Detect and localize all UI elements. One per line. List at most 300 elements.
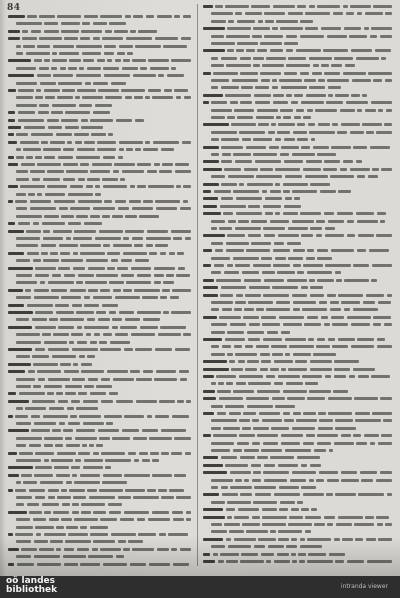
print-word-illegible [81,511,91,514]
print-word-illegible [152,511,169,514]
print-word-illegible [371,375,390,378]
print-word-illegible [99,437,110,440]
print-word-illegible [66,237,71,240]
print-word-illegible [278,375,300,378]
print-word-illegible [98,429,119,432]
print-word-illegible [234,308,242,311]
print-word-illegible [288,57,306,60]
print-word-illegible [221,138,239,141]
print-word-illegible [170,296,179,299]
print-word-illegible [85,82,91,85]
print-word-illegible [35,326,56,329]
print-word-illegible [71,466,80,469]
print-word-illegible [261,79,270,82]
print-word-illegible [330,175,354,178]
print-word-illegible [321,64,329,67]
print-word-illegible [230,471,251,474]
print-word-illegible [80,37,90,40]
print-word-illegible [79,355,85,358]
print-word-illegible [370,146,390,149]
print-word-illegible [70,415,77,418]
print-word-illegible [174,437,191,440]
print-word-illegible [168,533,188,536]
print-word-illegible [137,163,151,166]
entry-name-illegible [8,363,31,366]
print-word-illegible [221,486,228,489]
print-word-illegible [171,452,182,455]
print-word-illegible [315,109,337,112]
print-word-illegible [325,234,344,237]
print-word-illegible [301,234,313,237]
print-word-illegible [376,234,392,237]
print-word-illegible [338,294,363,297]
print-word-illegible [258,20,263,23]
print-word-illegible [343,5,348,8]
print-word-illegible [16,481,21,484]
print-word-illegible [275,257,286,260]
print-word-illegible [75,459,81,462]
print-word-illegible [211,64,224,67]
print-word-illegible [76,429,95,432]
print-word-illegible [211,153,219,156]
print-word-illegible [68,533,88,536]
entry-name-illegible [8,400,29,403]
print-word-illegible [264,479,287,482]
print-word-illegible [15,415,28,418]
print-word-illegible [236,212,262,215]
print-word-illegible [125,318,140,321]
print-word-illegible [313,64,319,67]
print-word-illegible [239,434,255,437]
print-word-illegible [185,237,191,240]
print-word-illegible [226,64,251,67]
print-word-illegible [300,72,309,75]
print-word-illegible [276,20,298,23]
print-word-illegible [155,415,169,418]
print-word-illegible [235,479,242,482]
print-word-illegible [370,35,377,38]
print-word-illegible [310,360,332,363]
print-word-illegible [58,156,73,159]
print-word-illegible [239,375,263,378]
print-word-illegible [287,397,305,400]
print-word-illegible [211,545,225,548]
print-word-illegible [64,37,78,40]
print-word-illegible [257,109,278,112]
print-word-illegible [97,141,116,144]
print-word-illegible [149,437,172,440]
print-word-illegible [262,190,267,193]
print-word-illegible [224,523,240,526]
print-word-illegible [309,279,315,282]
print-word-illegible [132,207,153,210]
print-word-illegible [240,101,252,104]
print-word-illegible [238,360,245,363]
print-word-illegible [81,363,92,366]
print-word-illegible [16,193,26,196]
print-word-illegible [40,281,45,284]
print-word-illegible [284,160,303,163]
print-word-illegible [59,244,78,247]
print-word-illegible [32,178,40,181]
print-word-illegible [360,471,377,474]
print-word-illegible [122,67,138,70]
print-word-illegible [16,503,24,506]
print-word-illegible [301,146,310,149]
print-word-illegible [125,15,131,18]
print-word-illegible [301,464,307,467]
print-word-illegible [39,15,55,18]
print-word-illegible [93,540,115,543]
print-word-illegible [126,281,151,284]
print-word-illegible [16,148,21,151]
entry-name-illegible [203,338,222,341]
print-word-illegible [185,452,191,455]
print-word-illegible [43,259,59,262]
print-word-illegible [323,49,348,52]
print-word-illegible [94,333,100,336]
print-word-illegible [303,116,311,119]
print-word-illegible [63,555,86,558]
print-word-illegible [28,370,35,373]
print-word-illegible [118,207,129,210]
print-word-illegible [284,138,295,141]
print-word-illegible [76,407,98,410]
entry-name-illegible [203,538,223,541]
print-word-illegible [300,20,313,23]
print-word-illegible [293,249,305,252]
print-word-illegible [66,481,72,484]
print-word-illegible [96,311,106,314]
print-word-illegible [37,74,51,77]
print-word-illegible [335,419,353,422]
print-word-illegible [385,12,392,15]
entry-name-illegible [203,316,217,319]
print-word-illegible [341,301,360,304]
print-word-illegible [116,400,133,403]
print-word-illegible [90,341,97,344]
print-word-illegible [211,175,225,178]
print-word-illegible [72,474,77,477]
print-word-illegible [109,311,116,314]
print-word-illegible [90,526,108,529]
print-word-illegible [79,104,92,107]
print-word-illegible [253,27,270,30]
print-word-illegible [336,523,352,526]
print-word-illegible [148,518,170,521]
print-word-illegible [274,493,300,496]
print-word-illegible [167,74,184,77]
print-word-illegible [240,560,264,563]
print-word-illegible [314,449,326,452]
print-word-illegible [238,508,259,511]
print-word-illegible [335,271,341,274]
print-word-illegible [131,333,155,336]
print-word-illegible [326,101,343,104]
print-word-illegible [268,131,275,134]
print-word-illegible [367,560,392,563]
print-word-illegible [125,489,145,492]
print-word-illegible [96,444,103,447]
print-word-illegible [283,390,307,393]
print-word-illegible [54,200,75,203]
print-word-illegible [96,385,112,388]
print-word-illegible [350,131,364,134]
print-word-illegible [92,548,98,551]
print-word-illegible [303,412,316,415]
print-word-illegible [288,227,308,230]
print-word-illegible [81,370,104,373]
print-word-illegible [67,141,72,144]
print-word-illegible [284,419,294,422]
print-word-illegible [103,156,115,159]
print-word-illegible [174,89,188,92]
print-word-illegible [349,35,367,38]
print-word-illegible [239,131,265,134]
print-word-illegible [16,341,41,344]
print-word-illegible [248,234,261,237]
print-word-illegible [211,523,222,526]
print-word-illegible [137,518,145,521]
print-word-illegible [65,392,76,395]
print-word-illegible [226,538,231,541]
print-word-illegible [183,200,188,203]
print-word-illegible [71,400,80,403]
print-word-illegible [285,449,311,452]
print-word-illegible [80,474,100,477]
print-word-illegible [351,345,374,348]
print-word-illegible [127,52,133,55]
print-word-illegible [30,207,56,210]
entry-name-illegible [203,508,223,511]
print-word-illegible [314,523,325,526]
print-word-illegible [35,96,43,99]
print-word-illegible [278,538,289,541]
print-word-illegible [251,242,271,245]
print-word-illegible [240,493,252,496]
print-word-illegible [226,560,238,563]
print-word-illegible [155,37,178,40]
print-word-illegible [112,318,122,321]
print-word-illegible [385,79,392,82]
print-word-illegible [34,555,60,558]
print-word-illegible [186,400,191,403]
print-word-illegible [297,123,305,126]
print-word-illegible [217,390,231,393]
print-word-illegible [58,326,74,329]
print-word-illegible [262,419,282,422]
print-word-illegible [163,281,174,284]
entry-name-illegible [203,160,219,163]
print-word-illegible [64,563,78,566]
print-word-illegible [84,15,98,18]
print-word-illegible [294,197,300,200]
print-word-illegible [16,104,37,107]
print-word-illegible [137,274,151,277]
print-word-illegible [21,548,37,551]
print-word-illegible [309,390,331,393]
print-word-illegible [85,281,107,284]
print-word-illegible [317,249,328,252]
print-word-illegible [102,481,127,484]
print-word-illegible [176,496,191,499]
print-word-illegible [104,45,116,48]
print-word-illegible [344,279,369,282]
print-word-illegible [245,368,257,371]
print-word-illegible [262,508,277,511]
print-word-illegible [16,170,28,173]
print-word-illegible [272,353,283,356]
entry-name-illegible [8,126,21,129]
print-word-illegible [341,479,359,482]
print-word-illegible [137,185,146,188]
print-word-illegible [285,175,302,178]
print-word-illegible [86,259,108,262]
print-word-illegible [15,533,33,536]
print-word-illegible [274,242,284,245]
print-word-illegible [225,5,249,8]
print-word-illegible [324,160,340,163]
print-word-illegible [108,503,122,506]
print-word-illegible [231,368,243,371]
print-word-illegible [221,57,237,60]
print-word-illegible [223,427,240,430]
print-word-illegible [56,392,63,395]
print-word-illegible [90,533,108,536]
print-word-illegible [246,530,268,533]
entry-name-illegible [8,489,13,492]
print-word-illegible [59,422,65,425]
print-word-illegible [295,360,307,363]
print-word-illegible [16,82,37,85]
print-word-illegible [175,348,190,351]
print-word-illegible [56,133,72,136]
print-word-illegible [241,553,258,556]
print-word-illegible [211,220,225,223]
print-word-illegible [289,345,314,348]
print-word-illegible [16,96,33,99]
print-word-illegible [72,378,85,381]
print-word-illegible [60,67,66,70]
print-word-illegible [340,168,347,171]
print-word-illegible [264,234,275,237]
print-word-illegible [255,160,281,163]
print-word-illegible [172,289,191,292]
print-word-illegible [365,516,374,519]
print-word-illegible [325,375,331,378]
print-word-illegible [146,15,154,18]
print-word-illegible [124,415,144,418]
print-word-illegible [26,230,41,233]
print-word-illegible [63,163,78,166]
print-word-illegible [355,538,363,541]
print-word-illegible [267,331,278,334]
print-word-illegible [245,12,262,15]
print-word-illegible [159,170,172,173]
print-word-illegible [225,94,251,97]
print-word-illegible [156,207,177,210]
print-word-illegible [125,215,137,218]
print-word-illegible [176,96,181,99]
print-word-illegible [353,264,369,267]
entry-name-illegible [8,133,14,136]
print-word-illegible [216,279,241,282]
print-word-illegible [32,355,49,358]
print-word-illegible [280,153,289,156]
entry-name-illegible [8,370,25,373]
print-word-illegible [211,57,218,60]
print-word-illegible [73,252,78,255]
print-word-illegible [64,370,79,373]
entry-name-illegible [203,183,219,186]
print-word-illegible [260,368,268,371]
print-word-illegible [246,49,255,52]
print-word-illegible [297,138,308,141]
print-word-illegible [227,49,234,52]
print-word-illegible [343,160,353,163]
entry-name-illegible [8,348,32,351]
print-word-illegible [274,560,290,563]
print-word-illegible [338,516,363,519]
print-word-illegible [271,123,276,126]
print-word-illegible [44,89,60,92]
print-word-illegible [107,370,128,373]
print-word-illegible [86,333,91,336]
print-word-illegible [65,540,91,543]
print-word-illegible [123,237,129,240]
print-word-illegible [179,370,189,373]
print-word-illegible [300,212,321,215]
print-word-illegible [248,301,273,304]
print-word-illegible [130,563,146,566]
entry-name-illegible [8,200,13,203]
entry-name-illegible [203,397,216,400]
print-word-illegible [48,126,62,129]
print-word-illegible [113,378,134,381]
print-word-illegible [211,42,235,45]
print-word-illegible [244,449,259,452]
print-word-illegible [271,345,287,348]
print-word-illegible [57,452,76,455]
print-word-illegible [145,96,150,99]
print-word-illegible [317,442,331,445]
print-word-illegible [211,116,225,119]
library-logo[interactable] [6,577,57,595]
print-word-illegible [56,526,64,529]
print-word-illegible [61,518,72,521]
print-word-illegible [303,442,314,445]
print-word-illegible [157,15,172,18]
print-word-illegible [275,212,280,215]
print-word-illegible [47,119,59,122]
print-word-illegible [88,378,98,381]
entry-name-illegible [8,156,14,159]
print-word-illegible [213,72,238,75]
print-word-illegible [356,442,367,445]
print-word-illegible [43,415,68,418]
print-word-illegible [292,220,314,223]
print-word-illegible [125,230,144,233]
print-word-illegible [309,5,315,8]
print-word-illegible [310,183,330,186]
print-word-illegible [222,345,231,348]
print-word-illegible [340,109,355,112]
print-word-illegible [32,400,55,403]
print-word-illegible [219,397,243,400]
print-word-illegible [253,427,269,430]
print-word-illegible [266,560,271,563]
entry-name-illegible [8,252,24,255]
